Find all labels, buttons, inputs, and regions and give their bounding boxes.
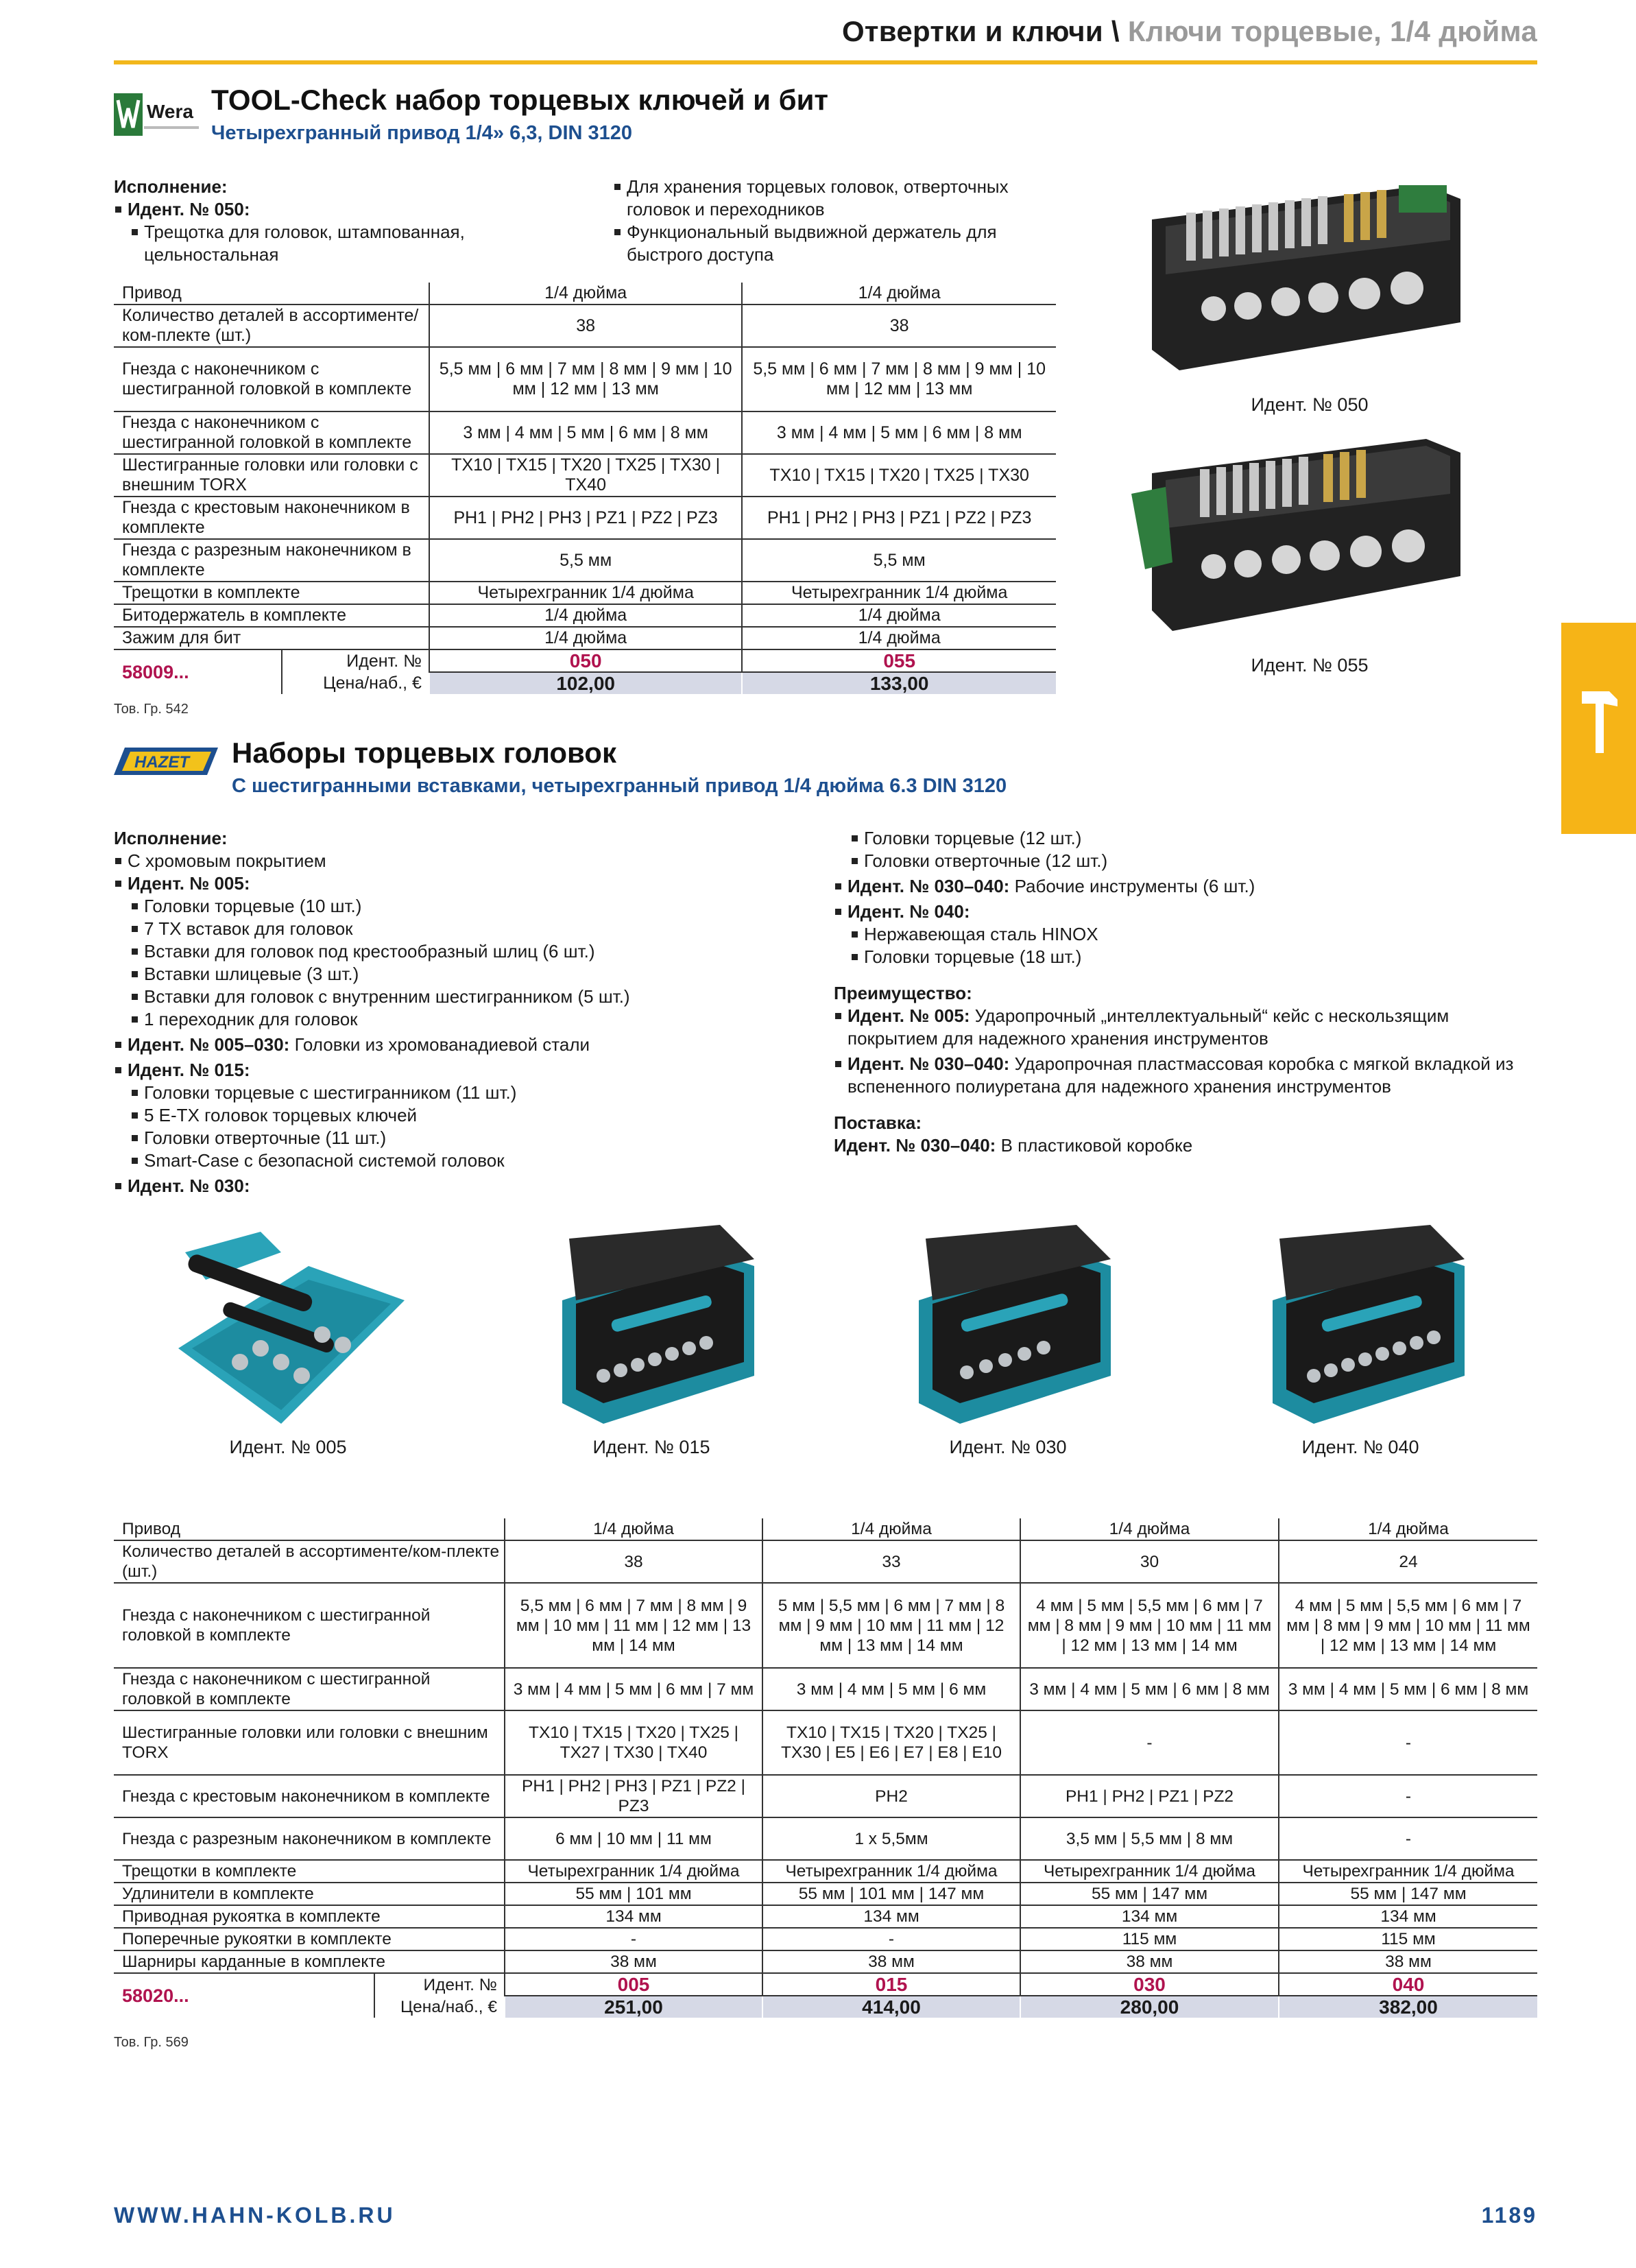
ident-number[interactable]: 055 [742, 649, 1056, 672]
table-row: Приводная рукоятка в комплекте 134 мм 134 мм 134 мм 134 мм [114, 1905, 1537, 1928]
section1-subtitle: Четырехгранный привод 1/4» 6,3, DIN 3120 [211, 122, 633, 144]
table-row: Трещотки в комплекте Четырехгранник 1/4 дюйма Четырехгранник 1/4 дюйма Четырехгранник 1/4 дюйма Четырехгранник 1/4 дюйма [114, 1860, 1537, 1883]
table-row: Количество деталей в ассортименте/ком-плекте (шт.) 38 33 30 24 [114, 1540, 1537, 1583]
ident-050-item: Трещотка для головок, штампованная, цельностальная [114, 221, 512, 266]
ident-row: 58009... Идент. № 050 055 [114, 649, 1056, 672]
price-cell: 280,00 [1020, 1996, 1279, 2018]
desc-right-item: Функциональный выдвижной держатель для быстрого доступа [613, 221, 1052, 266]
section2-desc-right: Головки торцевые (12 шт.) Головки отверточные (12 шт.) Идент. № 030–040: Рабочие инструменты (6 шт.) Идент. № 040: Нержавеющая сталь HINOX Головки торцевые (18 шт.) Преимущество: Идент. № 005: Ударопрочный „интеллектуальный“ кейс с нескользящим покрытием для надежного хранения инструментов Идент. № 030–040: Ударопрочная пластмассовая коробка с мягкой вкладкой из вспененного полиуретана для надежного хранения инструментов Поставка: Идент. № 030–040: В пластиковой коробке [834, 827, 1533, 1157]
ident-050-label: Идент. № 050: [114, 198, 512, 221]
desc-label: Исполнение: [114, 176, 228, 197]
section2-desc-left: Исполнение: С хромовым покрытием Идент. № 005: Головки торцевые (10 шт.) 7 TX вставок для головок Вставки для головок под крестообразный шлиц (6 шт.) Вставки шлицевые (3 шт.) Вставки для головок с внутренним шестигранником (5 шт.) 1 переходник для головок Идент. № 005–030: Головки из хромованадиевой стали Идент. № 015: Головки торцевые с шестигранником (11 шт.) 5 E-TX головок торцевых ключей Головки отверточные (11 шт.) Smart-Case с безопасной системой головок Идент. № 030: [114, 827, 827, 1197]
footer-url-link[interactable]: WWW.HAHN-KOLB.RU [114, 2203, 396, 2228]
section1-desc-right [613, 176, 1052, 266]
product-image-015 [549, 1225, 775, 1431]
ident-number[interactable]: 040 [1279, 1973, 1537, 1996]
product-image-030 [905, 1225, 1131, 1431]
ident-number[interactable]: 050 [429, 649, 742, 672]
table-row: Трещотки в комплекте Четырехгранник 1/4 дюйма Четырехгранник 1/4 дюйма [114, 582, 1056, 604]
caption-015: Идент. № 015 [592, 1437, 710, 1457]
table-row: Шарниры карданные в комплекте 38 мм 38 мм 38 мм 38 мм [114, 1950, 1537, 1973]
table-row: Поперечные рукоятки в комплекте - - 115 мм 115 мм [114, 1928, 1537, 1950]
ident-number[interactable]: 005 [505, 1973, 762, 1996]
price-row: Цена/наб., € 251,00 414,00 280,00 382,00 [114, 1996, 1537, 2018]
section2-title: Наборы торцевых головок [232, 737, 616, 769]
table-row: Привод 1/4 дюйма 1/4 дюйма 1/4 дюйма 1/4 дюйма [114, 1518, 1537, 1540]
table-row: Зажим для бит 1/4 дюйма 1/4 дюйма [114, 627, 1056, 649]
caption-040: Идент. № 040 [1301, 1437, 1419, 1457]
ident-number[interactable]: 015 [762, 1973, 1020, 1996]
table-row: Гнезда с крестовым наконечником в комплекте PH1 | PH2 | PH3 | PZ1 | PZ2 | PZ3 PH2 PH1 | PH2 | PZ1 | PZ2 - [114, 1775, 1537, 1817]
ident-number[interactable]: 030 [1020, 1973, 1279, 1996]
article-code[interactable]: 58009... [122, 661, 189, 682]
product-image-055 [1124, 432, 1467, 645]
price-cell: 251,00 [505, 1996, 762, 2018]
section1-desc-left [114, 176, 512, 266]
table-row: Гнезда с разрезным наконечником в комплекте 5,5 мм 5,5 мм [114, 539, 1056, 582]
side-category-tab[interactable] [1561, 623, 1636, 834]
page-header [0, 14, 1537, 50]
section1-spec-table [114, 283, 1056, 694]
table-row: Шестигранные головки или головки с внешним TORX TX10 | TX15 | TX20 | TX25 | TX30 | TX40 TX10 | TX15 | TX20 | TX25 | TX30 [114, 454, 1056, 497]
price-cell: 133,00 [742, 672, 1056, 694]
article-code[interactable]: 58020... [122, 1985, 189, 2006]
table-row: Количество деталей в ассортименте/ком-плекте (шт.) 38 38 [114, 305, 1056, 347]
svg-text:Wera: Wera [147, 101, 193, 122]
caption-050: Идент. № 050 [1251, 394, 1369, 415]
hammer-icon [1561, 623, 1636, 834]
header-subcategory: Ключи торцевые, 1/4 дюйма [1127, 15, 1537, 47]
price-cell: 382,00 [1279, 1996, 1537, 2018]
table-row: Гнезда с крестовым наконечником в комплекте PH1 | PH2 | PH3 | PZ1 | PZ2 | PZ3 PH1 | PH2 | PH3 | PZ1 | PZ2 | PZ3 [114, 497, 1056, 539]
hazet-logo [114, 745, 218, 778]
table-row: Привод 1/4 дюйма 1/4 дюйма [114, 283, 1056, 305]
section2-spec-table [114, 1518, 1537, 2018]
table-row: Битодержатель в комплекте 1/4 дюйма 1/4 дюйма [114, 604, 1056, 627]
product-image-040 [1259, 1225, 1485, 1431]
price-row: Цена/наб., € 102,00 133,00 [114, 672, 1056, 694]
price-cell: 102,00 [429, 672, 742, 694]
section2-subtitle: С шестигранными вставками, четырехгранный привод 1/4 дюйма 6.3 DIN 3120 [232, 775, 1007, 797]
caption-030: Идент. № 030 [949, 1437, 1067, 1457]
svg-text:HAZET: HAZET [134, 753, 189, 772]
product-group: Тов. Гр. 569 [114, 2035, 189, 2050]
wera-logo [114, 93, 203, 136]
caption-005: Идент. № 005 [229, 1437, 347, 1457]
header-category: Отвертки и ключи [841, 15, 1103, 47]
page-number: 1189 [1481, 2203, 1537, 2228]
table-row: Гнезда с наконечником с шестигранной головкой в комплекте 3 мм | 4 мм | 5 мм | 6 мм | 7 мм 3 мм | 4 мм | 5 мм | 6 мм 3 мм | 4 мм | 5 мм | 6 мм | 8 мм 3 мм | 4 мм | 5 мм | 6 мм | 8 мм [114, 1668, 1537, 1710]
header-separator: \ [1103, 15, 1128, 47]
header-rule [114, 60, 1537, 64]
price-cell: 414,00 [762, 1996, 1020, 2018]
product-image-050 [1138, 171, 1467, 384]
product-group: Тов. Гр. 542 [114, 702, 189, 717]
desc-right-item: Для хранения торцевых головок, отверточных головок и переходников [613, 176, 1052, 221]
caption-055: Идент. № 055 [1251, 655, 1369, 676]
table-row: Гнезда с разрезным наконечником в комплекте 6 мм | 10 мм | 11 мм 1 x 5,5мм 3,5 мм | 5,5 мм | 8 мм - [114, 1817, 1537, 1860]
table-row: Гнезда с наконечником с шестигранной головкой в комплекте 5,5 мм | 6 мм | 7 мм | 8 мм | 9 мм | 10 мм | 12 мм | 13 мм 5,5 мм | 6 мм | 7 мм | 8 мм | 9 мм | 10 мм | 12 мм | 13 мм [114, 347, 1056, 411]
section1-title: TOOL-Check набор торцевых ключей и бит [211, 84, 829, 116]
table-row: Гнезда с наконечником с шестигранной головкой в комплекте 5,5 мм | 6 мм | 7 мм | 8 мм | 9 мм | 10 мм | 11 мм | 12 мм | 13 мм | 14 мм 5 мм | 5,5 мм | 6 мм | 7 мм | 8 мм | 9 мм | 10 мм | 11 мм | 12 мм | 13 мм | 14 мм 4 мм | 5 мм | 5,5 мм | 6 мм | 7 мм | 8 мм | 9 мм | 10 мм | 11 мм | 12 мм | 13 мм | 14 мм 4 мм | 5 мм | 5,5 мм | 6 мм | 7 мм | 8 мм | 9 мм | 10 мм | 11 мм | 12 мм | 13 мм | 14 мм [114, 1583, 1537, 1668]
table-row: Удлинители в комплекте 55 мм | 101 мм 55 мм | 101 мм | 147 мм 55 мм | 147 мм 55 мм | 147 мм [114, 1883, 1537, 1905]
table-row: Гнезда с наконечником с шестигранной головкой в комплекте 3 мм | 4 мм | 5 мм | 6 мм | 8 мм 3 мм | 4 мм | 5 мм | 6 мм | 8 мм [114, 411, 1056, 454]
ident-row: 58020... Идент. № 005 015 030 040 [114, 1973, 1537, 1996]
table-row: Шестигранные головки или головки с внешним TORX TX10 | TX15 | TX20 | TX25 | TX27 | TX30 | TX40 TX10 | TX15 | TX20 | TX25 | TX30 | E5 | E6 | E7 | E8 | E10 - - [114, 1710, 1537, 1775]
product-image-005 [144, 1225, 411, 1431]
